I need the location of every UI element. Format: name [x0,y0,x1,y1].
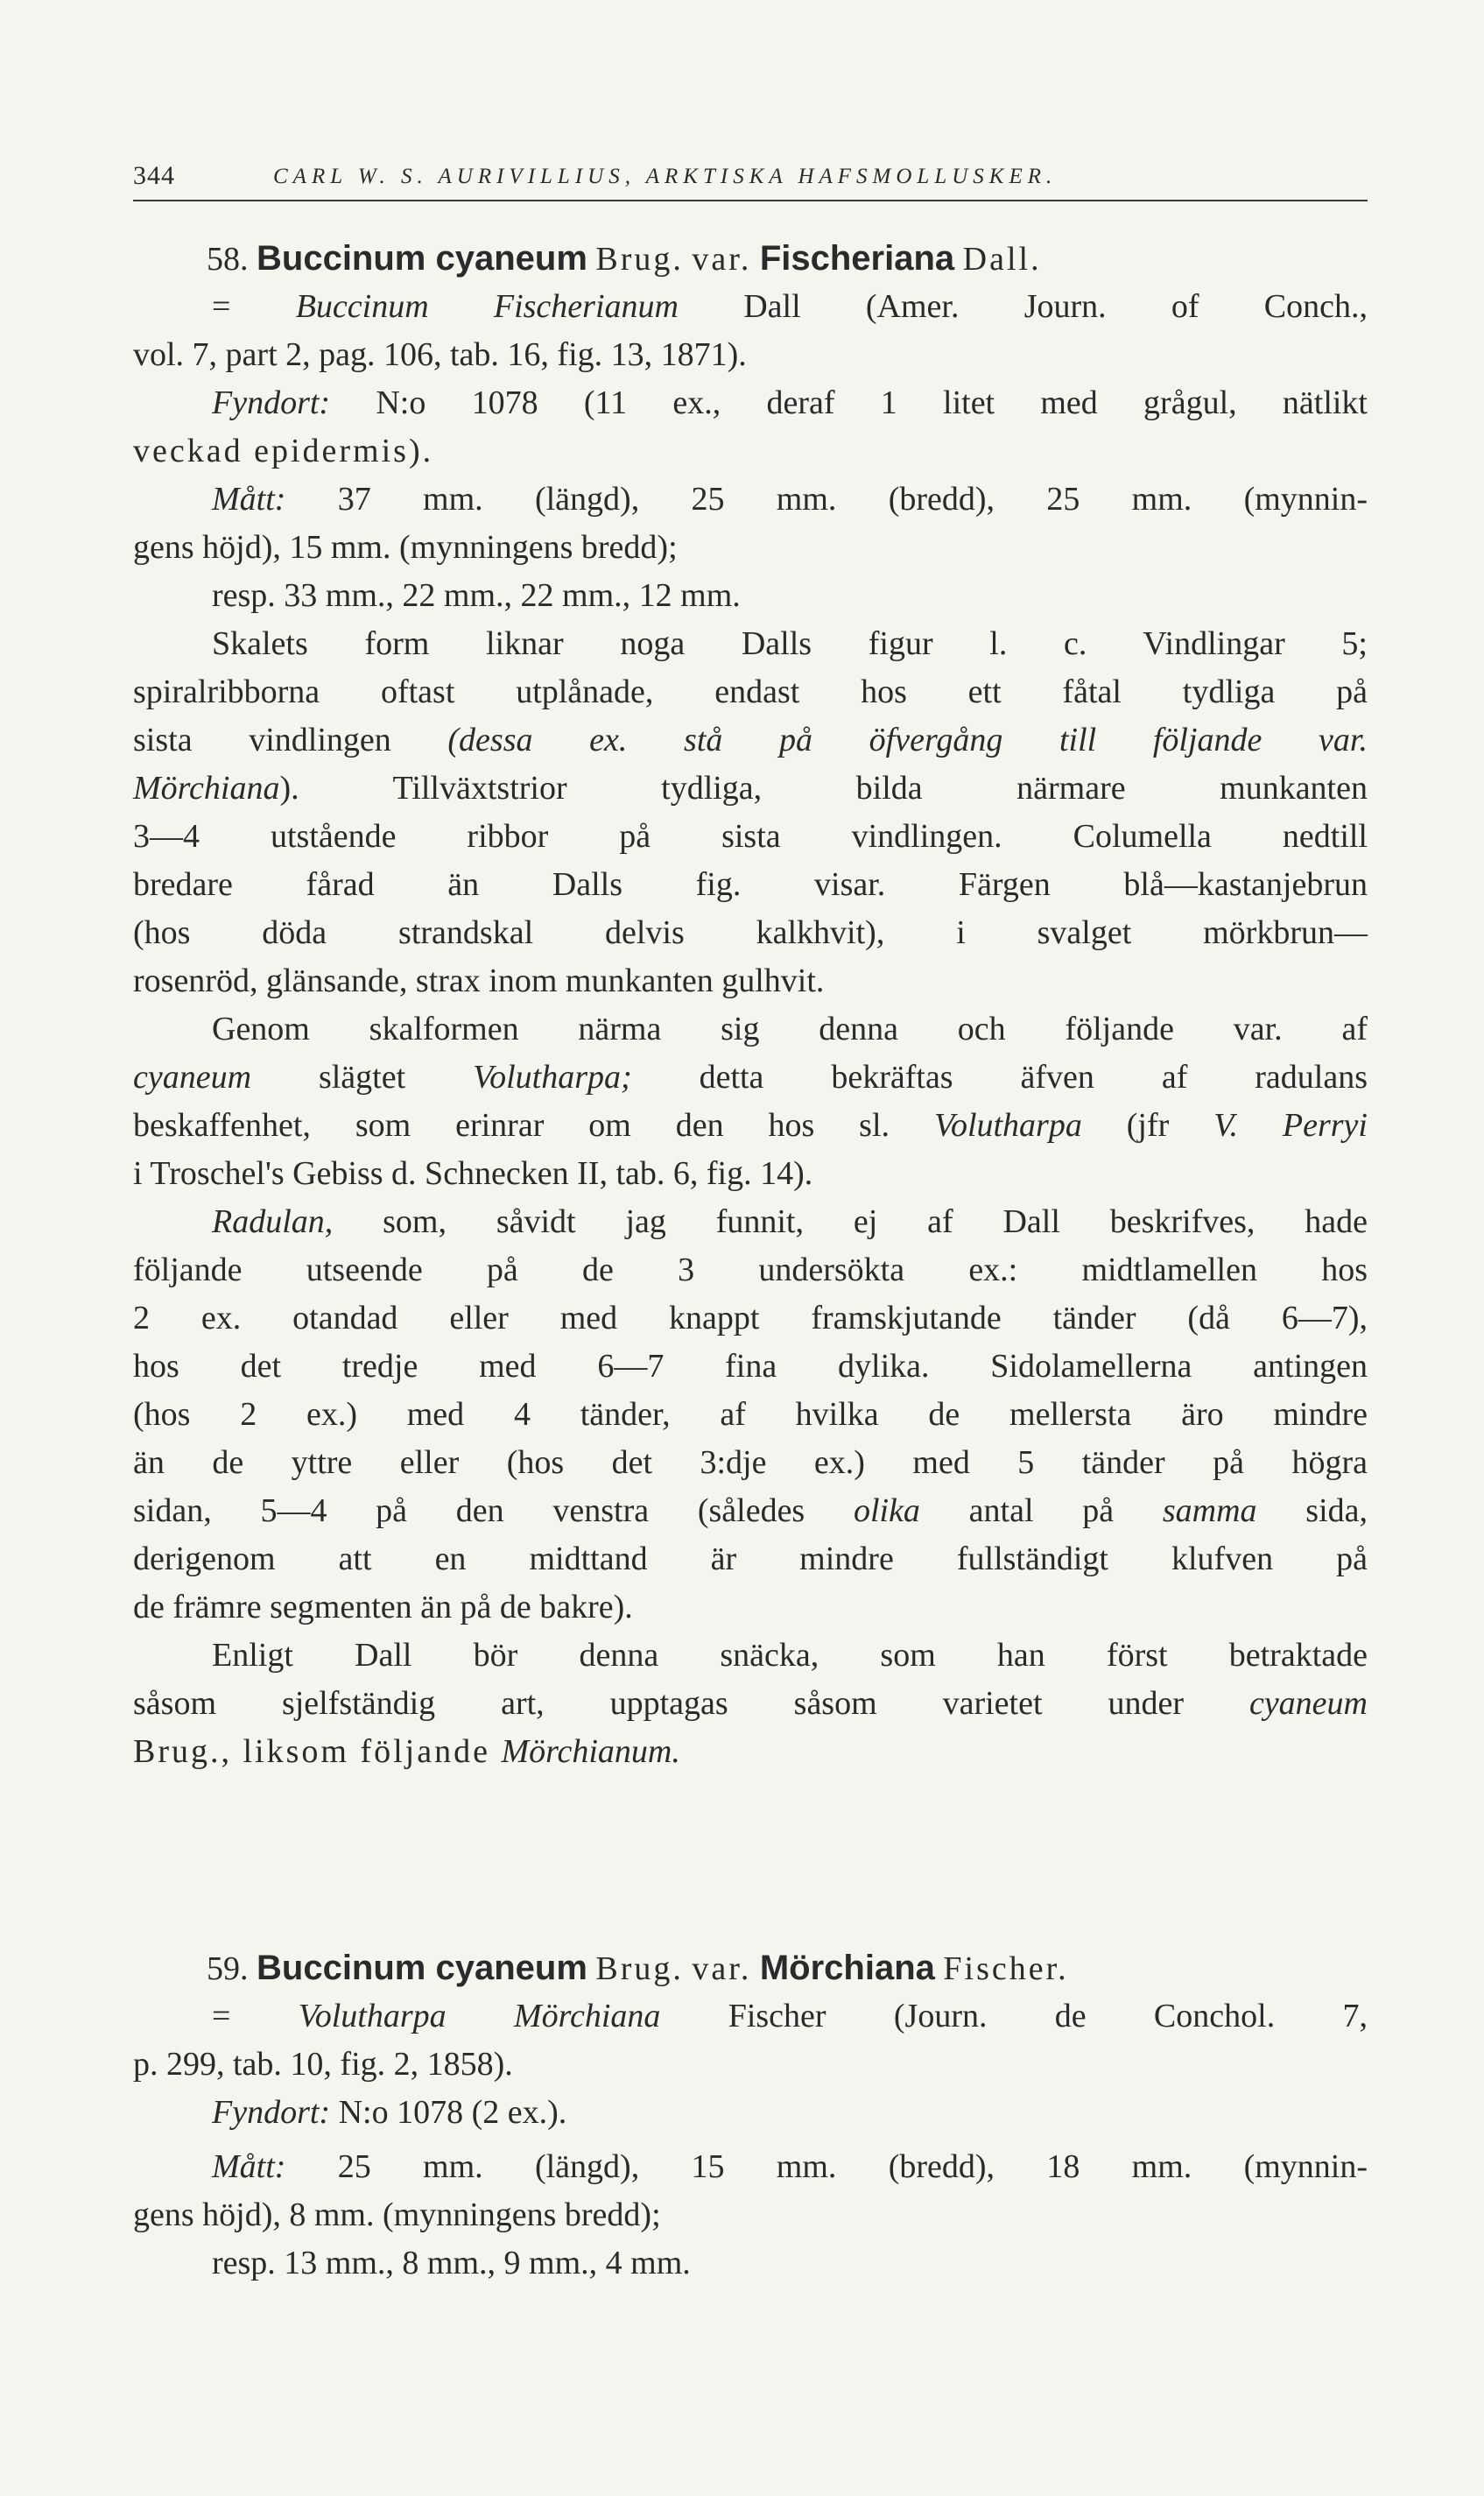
paragraph-line: cyaneum slägtet Volutharpa; detta bekräftas äfven af radulans [133,1059,1368,1096]
paragraph-line: Enligt Dall bör denna snäcka, som han först betraktade [212,1637,1368,1674]
paragraph-line: sista vindlingen (dessa ex. stå på öfvergång till följande var. [133,722,1368,758]
paragraph-line: följande utseende på de 3 undersökta ex.: midtlamellen hos [133,1252,1368,1288]
synonym-line: vol. 7, part 2, pag. 106, tab. 16, fig. 13, 1871). [133,336,747,373]
entry-58-heading: 58. Buccinum cyaneum Brug. var. Fischeriana Dall. [207,239,1042,278]
measure-line: Mått: 37 mm. (längd), 25 mm. (bredd), 25 mm. (mynnin- [212,481,1368,518]
paragraph-line: än de yttre eller (hos det 3:dje ex.) med 5 tänder på högra [133,1444,1368,1481]
measure-line: resp. 33 mm., 22 mm., 22 mm., 12 mm. [212,577,741,614]
running-head-title: CARL W. S. AURIVILLIUS, ARKTISKA HAFSMOLLUSKER. [273,165,1058,188]
synonym-line: p. 299, tab. 10, fig. 2, 1858). [133,2046,513,2083]
paragraph-line: (hos 2 ex.) med 4 tänder, af hvilka de mellersta äro mindre [133,1396,1368,1433]
locality-line: Fyndort: N:o 1078 (2 ex.). [212,2094,567,2131]
entry-number: 58. [207,241,249,278]
entry-59-heading: 59. Buccinum cyaneum Brug. var. Mörchiana Fischer. [207,1949,1069,1987]
paragraph-line: Mörchiana). Tillväxtstrior tydliga, bilda närmare munkanten [133,770,1368,807]
paragraph-line: hos det tredje med 6—7 fina dylika. Sidolamellerna antingen [133,1348,1368,1385]
running-head [133,161,1368,201]
paragraph-line: sidan, 5—4 på den venstra (således olika antal på samma sida, [133,1492,1368,1529]
paragraph-line: såsom sjelfständig art, upptagas såsom varietet under cyaneum [133,1685,1368,1722]
paragraph-line: Radulan, som, såvidt jag funnit, ej af Dall beskrifves, hade [212,1203,1368,1240]
entry-number: 59. [207,1950,249,1987]
measure-line: resp. 13 mm., 8 mm., 9 mm., 4 mm. [212,2245,691,2281]
paragraph-line: rosenröd, glänsande, strax inom munkanten gulhvit. [133,962,825,999]
entry-58 [133,235,1368,1776]
paragraph-line: beskaffenhet, som erinrar om den hos sl. Volutharpa (jfr V. Perryi [133,1107,1368,1144]
paragraph-line: Genom skalformen närma sig denna och följande var. af [212,1011,1368,1047]
synonym-line: = Volutharpa Mörchiana Fischer (Journ. de Conchol. 7, [212,1998,1368,2034]
species-name: Buccinum cyaneum [257,239,587,278]
paragraph-line: de främre segmenten än på de bakre). [133,1589,633,1625]
measure-line: Mått: 25 mm. (längd), 15 mm. (bredd), 18 mm. (mynnin- [212,2148,1368,2185]
entry-59 [133,1944,1368,2288]
paragraph-line: spiralribborna oftast utplånade, endast hos ett fåtal tydliga på [133,673,1368,710]
paragraph-line: 2 ex. otandad eller med knappt framskjutande tänder (då 6—7), [133,1300,1368,1336]
species-name: Buccinum cyaneum [257,1949,587,1987]
paragraph-line: i Troschel's Gebiss d. Schnecken II, tab. 6, fig. 14). [133,1155,813,1192]
synonym-line: = Buccinum Fischerianum Dall (Amer. Journ. of Conch., [212,288,1368,325]
measure-line: gens höjd), 8 mm. (mynningens bredd); [133,2196,661,2233]
variety-name: Fischeriana [759,239,955,278]
locality-line: veckad epidermis). [133,433,434,469]
paragraph-line: Brug., liksom följande Mörchianum. [133,1733,680,1770]
paragraph-line: derigenom att en midttand är mindre fullständigt klufven på [133,1541,1368,1577]
paragraph-line: Skalets form liknar noga Dalls figur l. c. Vindlingar 5; [212,625,1368,662]
paragraph-line: 3—4 utstående ribbor på sista vindlingen. Columella nedtill [133,818,1368,855]
paragraph-line: bredare fårad än Dalls fig. visar. Färgen blå—kastanjebrun [133,866,1368,903]
variety-name: Mörchiana [759,1949,935,1987]
page-number: 344 [133,161,175,190]
measure-line: gens höjd), 15 mm. (mynningens bredd); [133,529,678,566]
locality-line: Fyndort: N:o 1078 (11 ex., deraf 1 litet med grågul, nätlikt [212,384,1368,421]
paragraph-line: (hos döda strandskal delvis kalkhvit), i svalget mörkbrun— [133,914,1368,951]
